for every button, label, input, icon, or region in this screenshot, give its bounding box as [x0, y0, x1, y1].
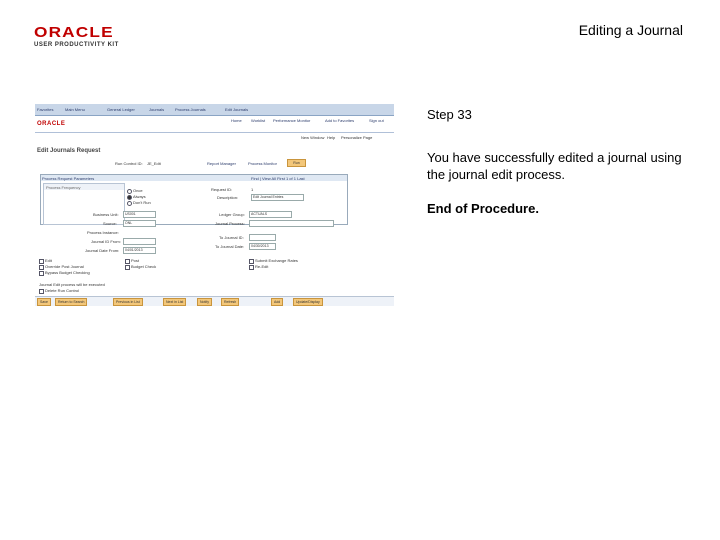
- edit-label: Edit: [45, 258, 52, 263]
- embedded-screenshot: [35, 104, 394, 308]
- nav-item[interactable]: Main Menu: [65, 107, 85, 112]
- budget-check-checkbox[interactable]: [125, 265, 130, 270]
- submit-rates-label: Submit Exchange Rates: [255, 258, 298, 263]
- screen-title: Edit Journals Request: [37, 148, 101, 154]
- previous-in-list-button[interactable]: Previous in List: [113, 298, 143, 306]
- step-number: Step 33: [427, 107, 472, 122]
- top-link[interactable]: Add to Favorites: [325, 118, 355, 123]
- journal-id-from-label: Journal ID From:: [91, 239, 121, 244]
- frequency-title: Process Frequency: [46, 185, 81, 190]
- post-label: Post: [131, 258, 140, 263]
- nav-item[interactable]: Journals: [149, 107, 165, 112]
- brand-logo: ORACLE: [37, 121, 66, 127]
- to-journal-id-input[interactable]: [249, 234, 276, 241]
- refresh-button[interactable]: Refresh: [221, 298, 239, 306]
- post-checkbox[interactable]: [125, 259, 130, 264]
- description-input[interactable]: Edit Journal Entries: [251, 194, 304, 201]
- help-link[interactable]: Help: [327, 135, 336, 140]
- ledger-group-input[interactable]: ACTUALS: [249, 211, 292, 218]
- add-button[interactable]: Add: [271, 298, 283, 306]
- edit-checkbox[interactable]: [39, 259, 44, 264]
- save-button[interactable]: Save: [37, 298, 51, 306]
- bypass-budget-checkbox[interactable]: [39, 271, 44, 276]
- request-id-value: 1: [251, 187, 254, 192]
- new-window-link[interactable]: New Window: [301, 135, 325, 140]
- freq-once-label: Once: [133, 188, 143, 193]
- re-edit-checkbox[interactable]: [249, 265, 254, 270]
- report-manager-link[interactable]: Report Manager: [207, 161, 236, 166]
- budget-check-label: Budget Check: [131, 264, 157, 269]
- freq-once-radio[interactable]: [127, 189, 132, 194]
- process-monitor-link[interactable]: Process Monitor: [248, 161, 277, 166]
- step-description: You have successfully edited a journal using the journal edit process.: [427, 150, 682, 182]
- logo-subtext: USER PRODUCTIVITY KIT: [34, 42, 119, 48]
- top-link[interactable]: Sign out: [369, 118, 384, 123]
- logo-oracle-text: ORACLE: [34, 24, 114, 41]
- ledger-group-label: Ledger Group:: [219, 212, 245, 217]
- override-post-checkbox[interactable]: [39, 265, 44, 270]
- description-label: Description:: [217, 195, 239, 200]
- journal-date-from-label: Journal Date From:: [85, 248, 120, 253]
- nav-item[interactable]: Process Journals: [175, 107, 206, 112]
- nav-item[interactable]: Favorites: [37, 107, 54, 112]
- source-label: Source:: [103, 221, 117, 226]
- panel-nav[interactable]: Find | View All First 1 of 1 Last: [251, 176, 305, 181]
- frequency-group: [43, 183, 125, 225]
- journal-process-label: Journal Process:: [215, 221, 245, 226]
- top-link[interactable]: Home: [231, 118, 242, 123]
- run-control-label: Run Control ID:: [115, 161, 143, 166]
- journal-id-from-input[interactable]: [123, 238, 156, 245]
- next-in-list-button[interactable]: Next in List: [163, 298, 186, 306]
- freq-dontrun-label: Don't Run: [133, 200, 151, 205]
- to-journal-date-input[interactable]: 04/30/2013: [249, 243, 276, 250]
- override-post-label: Override Post Journal: [45, 264, 84, 269]
- business-unit-input[interactable]: US001: [123, 211, 156, 218]
- top-link[interactable]: Performance Monitor: [273, 118, 311, 123]
- delete-run-control-label: Delete Run Control: [45, 288, 80, 293]
- to-journal-id-label: To Journal ID:: [219, 235, 244, 240]
- breadcrumb-bar: [35, 104, 394, 116]
- journal-process-select[interactable]: [249, 220, 334, 227]
- page-title: Editing a Journal: [578, 22, 683, 38]
- panel-title: Process Request Parameters: [42, 176, 95, 181]
- parameters-panel: [40, 174, 348, 225]
- nav-item[interactable]: General Ledger: [107, 107, 135, 112]
- personalize-link[interactable]: Personalize Page: [341, 135, 373, 140]
- freq-dontrun-radio[interactable]: [127, 201, 132, 206]
- run-button[interactable]: Run: [287, 159, 306, 167]
- bypass-budget-label: Bypass Budget Checking: [45, 270, 90, 275]
- request-id-label: Request ID:: [211, 187, 233, 192]
- submit-rates-checkbox[interactable]: [249, 259, 254, 264]
- nav-item[interactable]: Edit Journals: [225, 107, 249, 112]
- to-journal-date-label: To Journal Date:: [215, 244, 245, 249]
- oracle-upk-logo: [34, 24, 119, 48]
- notify-button[interactable]: Notify: [197, 298, 212, 306]
- re-edit-label: Re-Edit: [255, 264, 269, 269]
- freq-always-radio[interactable]: [127, 195, 132, 200]
- business-unit-label: Business Unit:: [93, 212, 119, 217]
- update-display-button[interactable]: Update/Display: [293, 298, 323, 306]
- footer-note: Journal Edit process will be executed: [39, 282, 105, 287]
- delete-run-control-checkbox[interactable]: [39, 289, 44, 294]
- run-control-value: JE_Edit: [147, 161, 161, 166]
- button-bar: [35, 296, 394, 306]
- return-to-search-button[interactable]: Return to Search: [55, 298, 87, 306]
- process-instance-label: Process Instance:: [87, 230, 119, 235]
- source-input[interactable]: ONL: [123, 220, 156, 227]
- end-of-procedure: End of Procedure.: [427, 201, 539, 216]
- journal-date-from-input[interactable]: 04/01/2013: [123, 247, 156, 254]
- freq-always-label: Always: [133, 194, 146, 199]
- top-link[interactable]: Worklist: [251, 118, 266, 123]
